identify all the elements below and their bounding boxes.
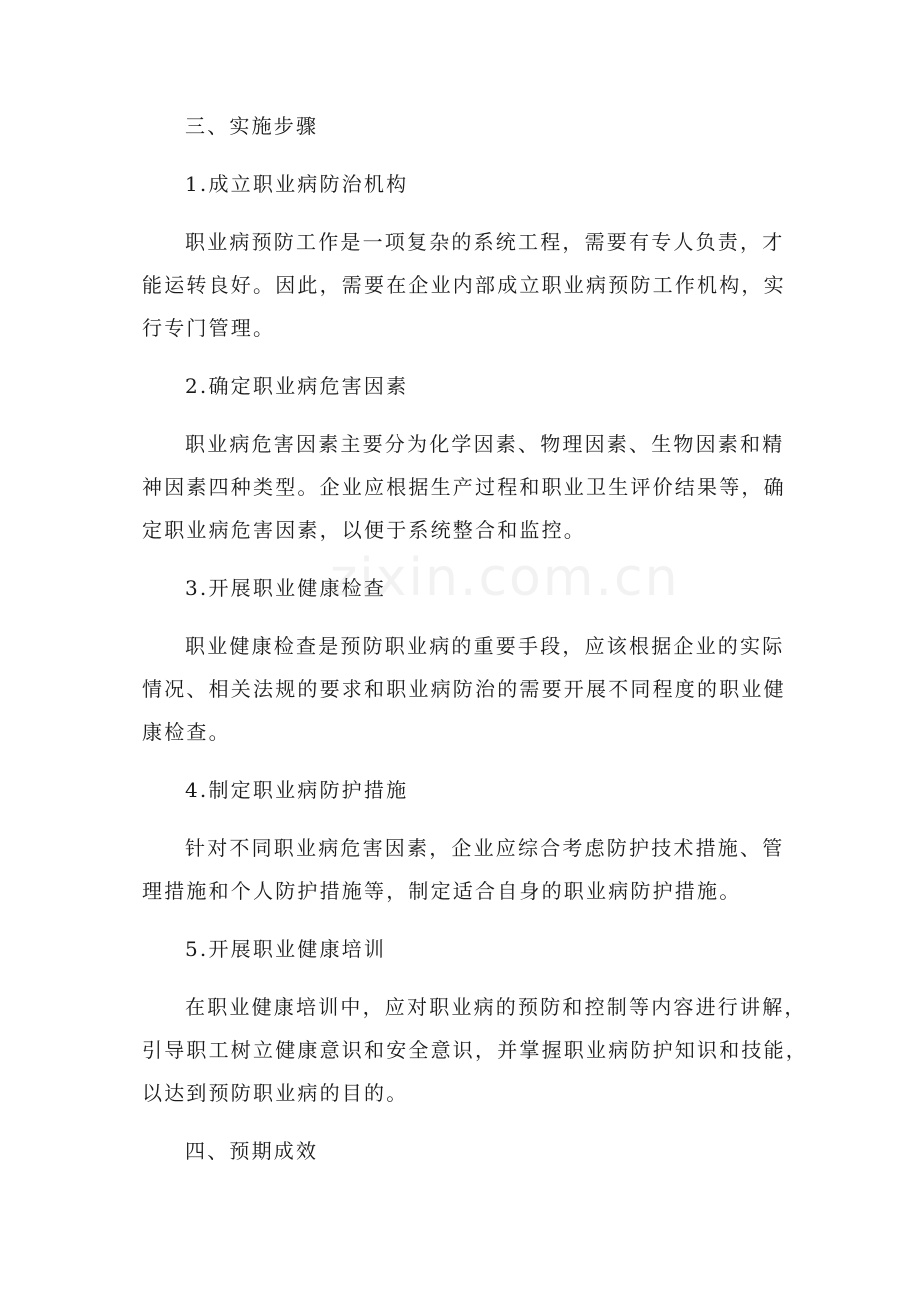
paragraph-line: 理措施和个人防护措施等，制定适合自身的职业病防护措施。 <box>142 879 742 903</box>
step-heading: 1.成立职业病防治机构 <box>185 172 409 196</box>
paragraph-line: 职业病预防工作是一项复杂的系统工程，需要有专人负责，才 <box>185 230 785 254</box>
paragraph-line: 引导职工树立健康意识和安全意识，并掌握职业病防护知识和技能， <box>142 1038 808 1062</box>
step-heading: 4.制定职业病防护措施 <box>185 778 409 802</box>
step-heading: 3.开展职业健康检查 <box>185 576 387 600</box>
paragraph-line: 在职业健康培训中，应对职业病的预防和控制等内容进行讲解， <box>185 995 807 1019</box>
paragraph-line: 能运转良好。因此，需要在企业内部成立职业病预防工作机构，实 <box>142 273 786 297</box>
step-heading: 5.开展职业健康培训 <box>185 937 387 961</box>
paragraph-line: 职业病危害因素主要分为化学因素、物理因素、生物因素和精 <box>185 432 785 456</box>
section-heading: 四、预期成效 <box>185 1139 319 1163</box>
paragraph-line: 神因素四种类型。企业应根据生产过程和职业卫生评价结果等，确 <box>142 475 786 499</box>
paragraph-line: 以达到预防职业病的目的。 <box>142 1081 409 1105</box>
paragraph-line: 定职业病危害因素，以便于系统整合和监控。 <box>142 518 586 542</box>
paragraph-line: 行专门管理。 <box>142 316 276 340</box>
paragraph-line: 康检查。 <box>142 720 231 744</box>
section-heading: 三、实施步骤 <box>185 114 319 138</box>
paragraph-line: 职业健康检查是预防职业病的重要手段，应该根据企业的实际 <box>185 634 785 658</box>
paragraph-line: 针对不同职业病危害因素，企业应综合考虑防护技术措施、管 <box>185 836 785 860</box>
paragraph-line: 情况、相关法规的要求和职业病防治的需要开展不同程度的职业健 <box>142 677 786 701</box>
watermark: zixin.com.cn <box>330 548 680 608</box>
step-heading: 2.确定职业病危害因素 <box>185 374 409 398</box>
